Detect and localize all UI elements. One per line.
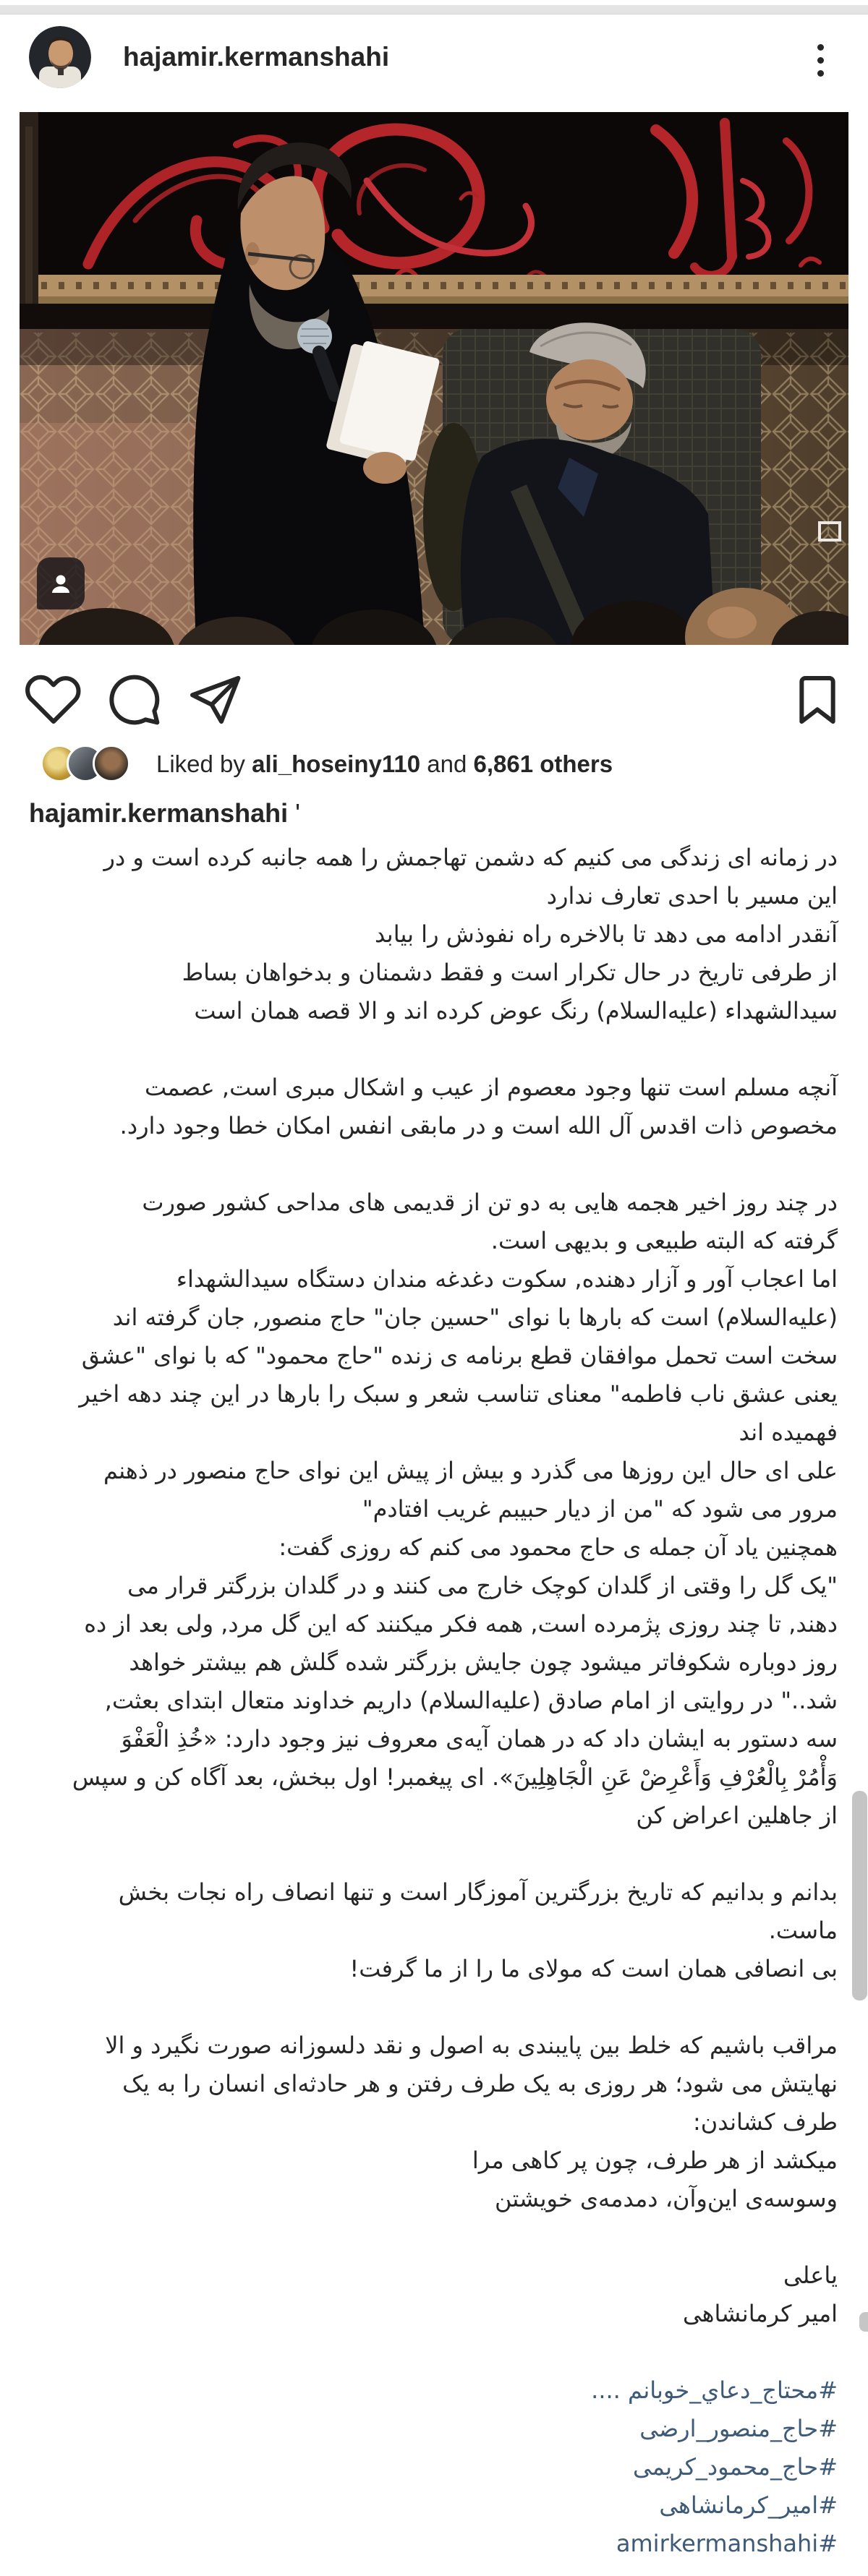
likers-avatars[interactable] — [41, 745, 130, 782]
caption-line: امیر کرمانشاهی — [682, 2300, 838, 2327]
caption-line: این مسیر با احدی تعارف ندارد — [546, 882, 838, 910]
scrollbar-thumb[interactable] — [852, 1791, 867, 2001]
caption-line: همچنین یاد آن جمله ی حاج محمود می کنم که روزی گفت: — [278, 1533, 838, 1561]
caption-hashtag[interactable]: #حاج_منصور_ارضی — [639, 2415, 838, 2442]
person-tag-icon — [48, 571, 73, 596]
post-header — [0, 14, 868, 106]
heart-icon — [25, 671, 82, 729]
caption-blank-line — [26, 2333, 838, 2371]
caption-blank-line — [26, 1988, 838, 2027]
caption-hashtag[interactable]: #amirkermanshahi — [616, 2530, 838, 2557]
caption-hashtag[interactable]: #محتاج_دعاي_خوبانم .... — [591, 2376, 838, 2404]
profile-avatar[interactable] — [29, 26, 91, 88]
caption-line: دهند, تا چند روزی پژمرده است, همه فکر میکنند که این گل مرد, ولی بعد از ده — [84, 1610, 838, 1638]
caption-username-suffix: ' — [288, 798, 301, 828]
caption-line: مخصوص ذات اقدس آل الله است و در مابقی انفس امکان خطا وجود دارد. — [119, 1112, 838, 1139]
caption-line: یعنی عشق ناب فاطمه" معنای تناسب شعر و سبک را بارها در این چند دهه اخیر — [79, 1380, 838, 1408]
caption-line: وَأْمُرْ بِالْعُرْفِ وَأَعْرِضْ عَنِ الْجَاهِلِينَ». ای پیغمبر! اول ببخش، بعد آگاه کن و سپس — [72, 1763, 838, 1791]
caption-line: در چند روز اخیر هجمه هایی به دو تن از قدیمی های مداحی کشور صورت — [142, 1189, 838, 1216]
caption-line: آنچه مسلم است تنها وجود معصوم از عیب و اشکال مبری است, عصمت — [144, 1074, 838, 1101]
caption-line: سه دستور به ایشان داد که در همان آیه‌ی معروف نیز وجود دارد: «خُذِ الْعَفْوَ — [121, 1725, 838, 1753]
caption-blank-line — [26, 1835, 838, 1873]
caption-hashtag[interactable]: #امیر_کرمانشاهی — [659, 2491, 838, 2519]
more-options-icon[interactable] — [800, 36, 841, 84]
header-username[interactable]: hajamir.kermanshahi — [123, 42, 390, 72]
caption-hashtag[interactable]: #حاج_محمود_کریمی — [632, 2453, 838, 2481]
caption-line: میکشد از هر طرف، چون پر کاهی مرا — [472, 2147, 838, 2174]
likes-prefix: Liked by — [156, 750, 252, 777]
caption-username-row — [29, 798, 300, 829]
likes-count-link[interactable]: 6,861 others — [473, 750, 613, 777]
caption-line: علی ای حال این روزها می گذرد و بیش از پیش این نوای حاج منصور در ذهنم — [103, 1457, 838, 1484]
caption-blank-line — [26, 2218, 838, 2256]
caption-line: یاعلی — [783, 2262, 838, 2289]
caption-line: وسوسه‌ی این‌وآن، دمدمه‌ی خویشتن — [495, 2185, 838, 2212]
caption-blank-line — [26, 1145, 838, 1184]
caption-line: اما اعجاب آور و آزار دهنده, سکوت دغدغه مندان دستگاه سیدالشهداء — [176, 1265, 838, 1293]
caption-line: نهایتش می شود؛ هر روزی به یک طرف رفتن و هر حادثه‌ای انسان را به یک — [122, 2070, 838, 2097]
share-button[interactable] — [185, 671, 243, 729]
caption-line: بدانم و بدانیم که تاریخ بزرگترین آموزگار است و تنها انصاف راه نجات بخش — [118, 1878, 838, 1906]
caption-line: طرف کشاندن: — [693, 2108, 838, 2136]
tagged-people-badge[interactable] — [37, 557, 85, 609]
caption-line: "یک گل را وقتی از گلدان کوچک خارج می کنند و در گلدان بزرگتر قرار می — [127, 1572, 838, 1599]
caption-line: بی انصافی همان است که مولای ما را از ما گرفت! — [349, 1955, 838, 1982]
caption-username[interactable]: hajamir.kermanshahi — [29, 798, 289, 828]
photo-art — [20, 112, 848, 645]
likes-middle: and — [420, 750, 474, 777]
caption-line: مرور می شود که "من از دیار حبیبم غریب افتادم" — [362, 1495, 838, 1523]
comment-icon — [106, 671, 163, 729]
caption-line: شد.." در روایتی از امام صادق (علیه‌السلام) داریم خداوند متعال ابتدای بعثت, — [104, 1687, 838, 1714]
liker-avatar[interactable] — [93, 745, 130, 782]
scrollbar-fragment[interactable] — [859, 2312, 868, 2332]
caption-line: سیدالشهداء (علیه‌السلام) رنگ عوض کرده اند و الا قصه همان است — [194, 997, 838, 1024]
liker-username-link[interactable]: ali_hoseiny110 — [252, 750, 421, 777]
top-divider — [0, 5, 868, 14]
caption-line: (علیه‌السلام) است که بارها با نوای "حسین جان" حاج منصور, جان گرفته اند — [112, 1304, 838, 1331]
comment-button[interactable] — [106, 671, 163, 729]
likes-summary — [156, 750, 613, 778]
caption-blank-line — [26, 1030, 838, 1069]
post-photo[interactable] — [20, 112, 848, 645]
paper-plane-icon — [185, 671, 243, 729]
bookmark-icon — [788, 671, 846, 729]
caption-line: روز دوباره شکوفاتر میشود چون جایش بزرگتر شده گلش هم بیشتر خواهد — [129, 1648, 838, 1676]
caption-line: آنقدر ادامه می دهد تا بالاخره راه نفوذش را بیابد — [374, 920, 838, 948]
save-button[interactable] — [788, 671, 846, 729]
caption-line: فهمیده اند — [739, 1418, 838, 1446]
caption-text — [0, 839, 868, 2563]
caption-line: از طرفی تاریخ در حال تکرار است و فقط دشمنان و بدخواهان بساط — [182, 959, 838, 986]
caption-line: ماست. — [768, 1917, 838, 1944]
avatar-image — [29, 26, 91, 88]
caption-line: در زمانه ای زندگی می کنیم که دشمن تهاجمش را همه جانبه کرده است و در — [103, 844, 838, 871]
caption-line: سخت است تحمل موافقان قطع برنامه ی زنده "حاج محمود" که با نوای "عشق — [81, 1342, 838, 1369]
caption-line: گرفته که البته طبیعی و بدیهی است. — [490, 1227, 838, 1254]
like-button[interactable] — [25, 671, 82, 729]
caption-line: مراقب باشیم که خلط بین پایبندی به اصول و نقد دلسوزانه صورت نگیرد و الا — [105, 2032, 838, 2059]
caption-line: از جاهلین اعراض کن — [636, 1802, 838, 1829]
